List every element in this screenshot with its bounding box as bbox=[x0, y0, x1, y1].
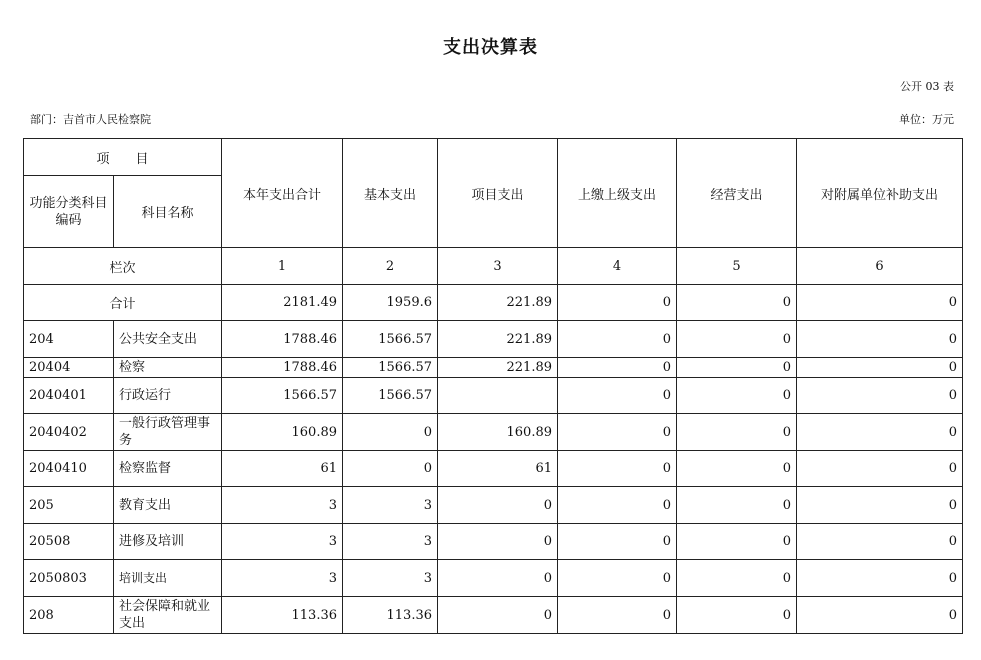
amount-cell: 0 bbox=[797, 378, 963, 414]
table-row bbox=[24, 524, 963, 560]
amount-cell: 3 bbox=[343, 524, 438, 560]
amount-cell: 0 bbox=[797, 597, 963, 634]
amount-cell: 0 bbox=[797, 321, 963, 358]
amount-cell: 0 bbox=[558, 414, 677, 451]
amount-cell: 3 bbox=[222, 560, 343, 597]
amount-cell: 1566.57 bbox=[343, 321, 438, 358]
header-project: 项目支出 bbox=[438, 139, 558, 248]
table-row bbox=[24, 321, 963, 358]
amount-cell: 3 bbox=[343, 560, 438, 597]
subject-name-cell: 培训支出 bbox=[114, 560, 222, 597]
form-number: 公开 03 表 bbox=[900, 80, 954, 93]
header-basic: 基本支出 bbox=[343, 139, 438, 248]
amount-cell: 1566.57 bbox=[343, 358, 438, 378]
amount-cell: 0 bbox=[343, 414, 438, 451]
total-row bbox=[24, 285, 963, 321]
page-title: 支出决算表 bbox=[443, 37, 538, 58]
amount-cell bbox=[438, 378, 558, 414]
amount-cell: 160.89 bbox=[222, 414, 343, 451]
amount-cell: 113.36 bbox=[222, 597, 343, 634]
table-row bbox=[24, 560, 963, 597]
subject-name-cell: 行政运行 bbox=[114, 378, 222, 414]
subject-name-cell: 检察 bbox=[114, 358, 222, 378]
amount-cell: 0 bbox=[558, 597, 677, 634]
func-code-cell: 2040401 bbox=[24, 378, 114, 414]
func-code-cell: 204 bbox=[24, 321, 114, 358]
table-row bbox=[24, 358, 963, 378]
amount-cell: 0 bbox=[558, 524, 677, 560]
column-index-6: 6 bbox=[797, 248, 963, 285]
column-index-4: 4 bbox=[558, 248, 677, 285]
amount-cell: 0 bbox=[438, 524, 558, 560]
amount-cell: 0 bbox=[558, 321, 677, 358]
amount-cell: 0 bbox=[797, 451, 963, 487]
total-value: 1959.6 bbox=[343, 285, 438, 321]
amount-cell: 0 bbox=[677, 597, 797, 634]
amount-cell: 0 bbox=[343, 451, 438, 487]
expenditure-table bbox=[23, 138, 963, 634]
func-code-cell: 2040410 bbox=[24, 451, 114, 487]
subject-name-cell: 一般行政管理事务 bbox=[114, 414, 222, 451]
total-value: 0 bbox=[558, 285, 677, 321]
total-value: 0 bbox=[797, 285, 963, 321]
total-value: 2181.49 bbox=[222, 285, 343, 321]
amount-cell: 0 bbox=[558, 487, 677, 524]
amount-cell: 0 bbox=[438, 597, 558, 634]
amount-cell: 0 bbox=[797, 560, 963, 597]
func-code-cell: 208 bbox=[24, 597, 114, 634]
subject-name-cell: 社会保障和就业支出 bbox=[114, 597, 222, 634]
header-operating: 经营支出 bbox=[677, 139, 797, 248]
column-index-1: 1 bbox=[222, 248, 343, 285]
header-total: 本年支出合计 bbox=[222, 139, 343, 248]
amount-cell: 0 bbox=[558, 358, 677, 378]
amount-cell: 1788.46 bbox=[222, 358, 343, 378]
amount-cell: 0 bbox=[438, 560, 558, 597]
amount-cell: 0 bbox=[558, 451, 677, 487]
amount-cell: 61 bbox=[222, 451, 343, 487]
amount-cell: 160.89 bbox=[438, 414, 558, 451]
amount-cell: 0 bbox=[438, 487, 558, 524]
func-code-cell: 20404 bbox=[24, 358, 114, 378]
total-value: 221.89 bbox=[438, 285, 558, 321]
amount-cell: 0 bbox=[558, 560, 677, 597]
amount-cell: 1566.57 bbox=[222, 378, 343, 414]
table-row bbox=[24, 378, 963, 414]
column-index-5: 5 bbox=[677, 248, 797, 285]
amount-cell: 0 bbox=[677, 487, 797, 524]
amount-cell: 221.89 bbox=[438, 321, 558, 358]
header-subject-name: 科目名称 bbox=[114, 176, 222, 248]
column-index-label: 栏次 bbox=[24, 248, 222, 285]
amount-cell: 3 bbox=[222, 487, 343, 524]
func-code-cell: 20508 bbox=[24, 524, 114, 560]
amount-cell: 1566.57 bbox=[343, 378, 438, 414]
subject-name-cell: 教育支出 bbox=[114, 487, 222, 524]
amount-cell: 0 bbox=[677, 414, 797, 451]
total-label: 合计 bbox=[24, 285, 222, 321]
amount-cell: 3 bbox=[343, 487, 438, 524]
amount-cell: 0 bbox=[797, 414, 963, 451]
amount-cell: 0 bbox=[797, 524, 963, 560]
amount-cell: 221.89 bbox=[438, 358, 558, 378]
header-func-code: 功能分类科目编码 bbox=[24, 176, 114, 248]
amount-cell: 61 bbox=[438, 451, 558, 487]
header-item-group: 项 目 bbox=[24, 139, 222, 176]
unit-label: 单位：万元 bbox=[899, 113, 954, 126]
amount-cell: 0 bbox=[677, 451, 797, 487]
func-code-cell: 2040402 bbox=[24, 414, 114, 451]
amount-cell: 0 bbox=[677, 321, 797, 358]
amount-cell: 0 bbox=[677, 358, 797, 378]
table-row bbox=[24, 487, 963, 524]
header-remit-upper: 上缴上级支出 bbox=[558, 139, 677, 248]
table-row bbox=[24, 451, 963, 487]
amount-cell: 0 bbox=[677, 524, 797, 560]
subject-name-cell: 公共安全支出 bbox=[114, 321, 222, 358]
table-row bbox=[24, 414, 963, 451]
amount-cell: 3 bbox=[222, 524, 343, 560]
amount-cell: 0 bbox=[797, 487, 963, 524]
table-row bbox=[24, 597, 963, 634]
column-index-3: 3 bbox=[438, 248, 558, 285]
column-index-2: 2 bbox=[343, 248, 438, 285]
subject-name-cell: 检察监督 bbox=[114, 451, 222, 487]
department-label: 部门：吉首市人民检察院 bbox=[30, 113, 151, 126]
amount-cell: 0 bbox=[677, 378, 797, 414]
amount-cell: 0 bbox=[558, 378, 677, 414]
amount-cell: 1788.46 bbox=[222, 321, 343, 358]
amount-cell: 0 bbox=[797, 358, 963, 378]
func-code-cell: 2050803 bbox=[24, 560, 114, 597]
header-subsidy: 对附属单位补助支出 bbox=[797, 139, 963, 248]
amount-cell: 113.36 bbox=[343, 597, 438, 634]
subject-name-cell: 进修及培训 bbox=[114, 524, 222, 560]
func-code-cell: 205 bbox=[24, 487, 114, 524]
amount-cell: 0 bbox=[677, 560, 797, 597]
total-value: 0 bbox=[677, 285, 797, 321]
